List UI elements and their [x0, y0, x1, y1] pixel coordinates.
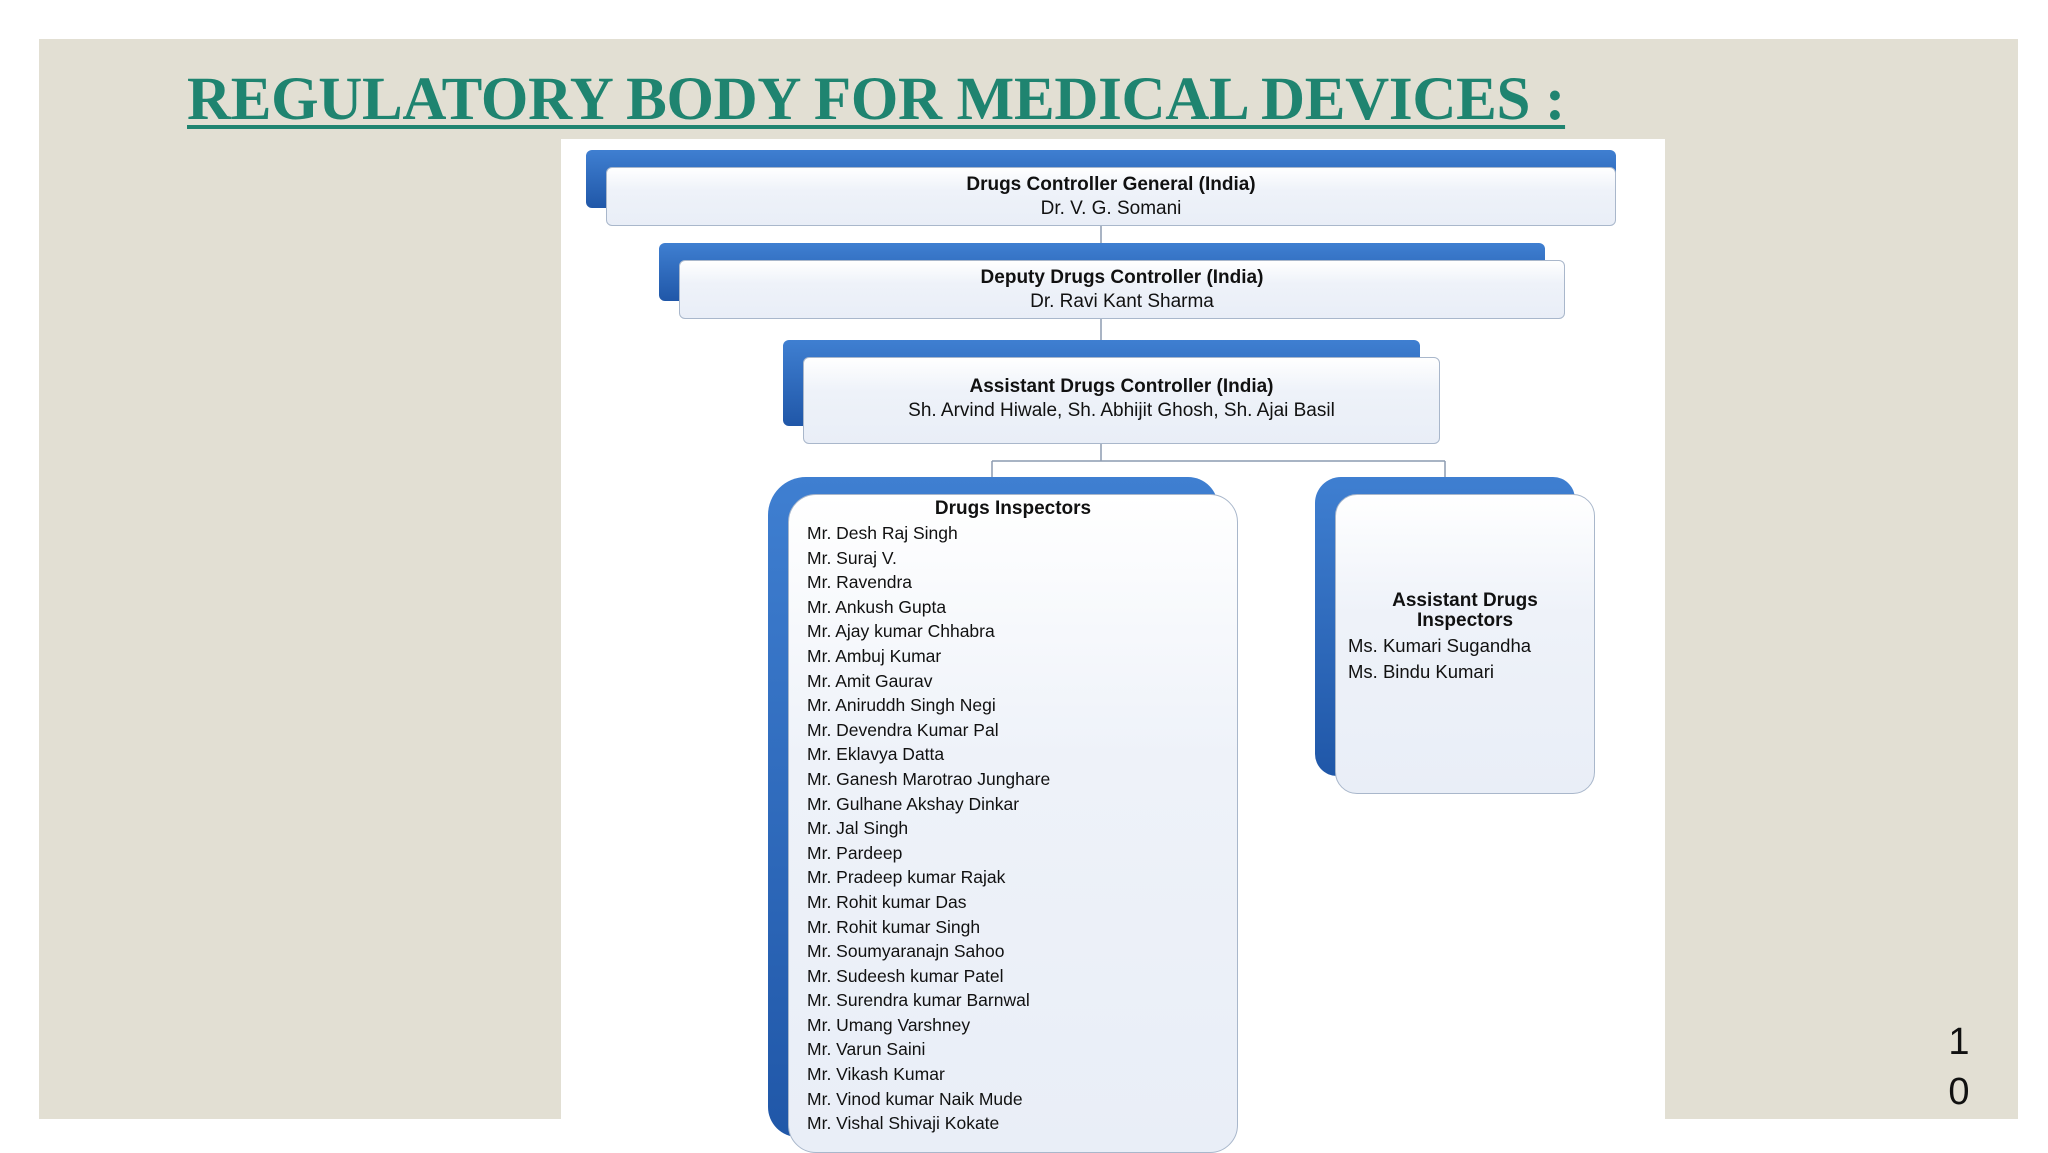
list-item: Ms. Bindu Kumari — [1348, 661, 1494, 682]
list-item: Mr. Ganesh Marotrao Junghare — [807, 768, 1051, 789]
box-deputy-drugs-controller — [659, 243, 1565, 319]
adc-person: Sh. Arvind Hiwale, Sh. Abhijit Ghosh, Sh. Ajai Basil — [908, 400, 1335, 421]
list-item: Mr. Ravendra — [807, 572, 913, 593]
assistant-inspectors-title-line2: Inspectors — [1416, 610, 1514, 631]
list-item: Mr. Ajay kumar Chhabra — [807, 621, 995, 642]
list-item: Mr. Pardeep — [807, 842, 903, 863]
drugs-inspectors-list — [789, 521, 1237, 1136]
list-item: Mr. Ambuj Kumar — [807, 645, 942, 666]
ddc-person: Dr. Ravi Kant Sharma — [1030, 291, 1214, 312]
list-item: Mr. Ankush Gupta — [807, 596, 947, 617]
slide — [39, 39, 2018, 1134]
list-item: Mr. Varun Saini — [807, 1039, 926, 1060]
list-item: Mr. Soumyaranajn Sahoo — [807, 941, 1005, 962]
page-number — [1939, 1017, 1979, 1117]
list-item: Mr. Jal Singh — [807, 818, 909, 839]
list-item: Mr. Vikash Kumar — [807, 1064, 945, 1085]
list-item: Ms. Kumari Sugandha — [1348, 635, 1532, 656]
list-item: Mr. Gulhane Akshay Dinkar — [807, 793, 1020, 814]
list-item: Mr. Aniruddh Singh Negi — [807, 695, 996, 716]
list-item: Mr. Vinod kumar Naik Mude — [807, 1088, 1023, 1109]
list-item: Mr. Suraj V. — [807, 547, 897, 568]
assistant-inspectors-list — [1336, 633, 1594, 685]
slide-title: REGULATORY BODY FOR MEDICAL DEVICES : — [187, 66, 1566, 133]
list-item: Mr. Surendra kumar Barnwal — [807, 990, 1030, 1011]
assistant-inspectors-title-line1: Assistant Drugs — [1392, 590, 1538, 611]
adc-role: Assistant Drugs Controller (India) — [969, 376, 1274, 397]
ddc-role: Deputy Drugs Controller (India) — [980, 267, 1264, 288]
box-dcgi — [586, 150, 1616, 226]
list-item: Mr. Sudeesh kumar Patel — [807, 965, 1004, 986]
org-chart — [561, 139, 1665, 1151]
list-item: Mr. Pradeep kumar Rajak — [807, 867, 1006, 888]
list-item: Mr. Rohit kumar Das — [807, 891, 967, 912]
list-item: Mr. Umang Varshney — [807, 1014, 971, 1035]
box-drugs-inspectors — [768, 477, 1238, 1153]
list-item: Mr. Eklavya Datta — [807, 744, 945, 765]
box-assistant-drugs-controller — [783, 340, 1440, 444]
list-item: Mr. Desh Raj Singh — [807, 523, 958, 543]
page-number-digit-1: 1 — [1948, 1021, 1970, 1063]
box-assistant-drugs-inspectors — [1315, 477, 1595, 794]
list-item: Mr. Devendra Kumar Pal — [807, 719, 999, 740]
list-item: Mr. Vishal Shivaji Kokate — [807, 1113, 1000, 1134]
page-number-digit-2: 0 — [1948, 1071, 1970, 1113]
list-item: Mr. Amit Gaurav — [807, 670, 933, 691]
list-item: Mr. Rohit kumar Singh — [807, 916, 981, 937]
dcgi-person: Dr. V. G. Somani — [1040, 198, 1182, 219]
drugs-inspectors-title: Drugs Inspectors — [934, 498, 1092, 519]
dcgi-role: Drugs Controller General (India) — [966, 174, 1256, 195]
